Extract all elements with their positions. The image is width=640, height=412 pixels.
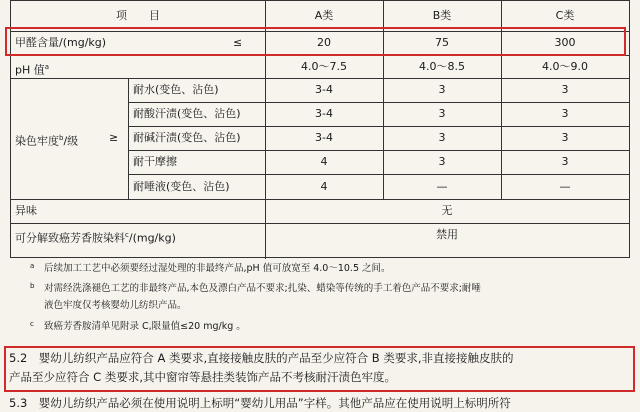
section-5-2-text2: 产品至少应符合 C 类要求,其中窗帘等悬挂类装饰产品不考核耐汗渍色牢度。 [9, 370, 396, 384]
fastness-alkali-sweat-a: 3-4 [315, 131, 333, 144]
ph-label-text: pH 值 [15, 63, 45, 77]
colorfastness-label [15, 131, 78, 149]
footnote-b-mark: b [30, 282, 35, 290]
footnote-a-mark: a [30, 262, 35, 270]
colorfastness-note-mark: b [59, 134, 64, 142]
fastness-saliva-c: — [559, 180, 571, 193]
footnote-b-cont [44, 299, 187, 312]
fastness-alkali-sweat-c: 3 [561, 131, 569, 144]
fastness-dry-rub-a: 4 [320, 155, 328, 168]
footnote-b [30, 282, 481, 295]
row-line [11, 223, 629, 224]
ph-label [15, 60, 49, 78]
azo-note-mark: c [125, 231, 129, 239]
odor-label: 异味 [15, 204, 37, 217]
formaldehyde-b: 75 [435, 36, 449, 49]
section-5-2-number: 5.2 [9, 351, 28, 365]
fastness-acid-sweat-c: 3 [561, 107, 569, 120]
fastness-water-label: 耐水(变色、沾色) [133, 83, 219, 96]
row-line [128, 126, 629, 127]
row-line [11, 199, 629, 200]
row-line [128, 102, 629, 103]
ph-c: 4.0～9.0 [542, 60, 588, 73]
section-5-3-number: 5.3 [9, 396, 28, 410]
footnote-c-mark: c [30, 320, 34, 328]
formaldehyde-c: 300 [554, 36, 576, 49]
formaldehyde-a: 20 [317, 36, 331, 49]
fastness-acid-sweat-b: 3 [438, 107, 446, 120]
azo-unit: /(mg/kg) [128, 231, 176, 245]
footnote-c [30, 320, 246, 333]
header-item: 项 目 [116, 9, 160, 22]
azo-value: 禁用 [436, 228, 458, 241]
section-5-2-line2 [9, 369, 396, 386]
azo-label-text: 可分解致癌芳香胺染料 [15, 231, 125, 245]
azo-label [15, 228, 176, 246]
fastness-dry-rub-b: 3 [438, 155, 446, 168]
formaldehyde-operator: ≤ [233, 36, 243, 49]
ph-b: 4.0～8.5 [419, 60, 465, 73]
footnote-a [30, 262, 391, 275]
row-line [128, 150, 629, 151]
fastness-alkali-sweat-label: 耐碱汗渍(变色、沾色) [133, 131, 241, 144]
formaldehyde-label: 甲醛含量/(mg/kg) [15, 36, 107, 49]
fastness-saliva-a: 4 [320, 180, 328, 193]
fastness-saliva-b: — [436, 180, 448, 193]
footnote-b-line1: 对需经洗涤褪色工艺的非最终产品,本色及漂白产品不要求;扎染、蜡染等传统的手工着色产品不要求;耐唾 [44, 283, 481, 294]
col-line [128, 78, 129, 199]
colorfastness-label-text: 染色牢度 [15, 134, 59, 148]
header-class-a: A类 [314, 9, 334, 22]
footnote-a-text: 后续加工工艺中必须要经过湿处理的非最终产品,pH 值可放宽至 4.0～10.5 之间。 [44, 263, 391, 274]
formaldehyde-highlight [5, 27, 626, 56]
footnote-c-text: 致癌芳香胺清单见附录 C,限量值≤20 mg/kg 。 [44, 321, 246, 332]
header-class-c: C类 [555, 9, 575, 22]
section-5-3-text: 婴幼儿纺织产品必须在使用说明上标明“婴幼儿用品”字样。其他产品应在使用说明上标明所符 [38, 396, 511, 410]
colorfastness-unit: /级 [63, 134, 79, 148]
fastness-acid-sweat-a: 3-4 [315, 107, 333, 120]
fastness-water-c: 3 [561, 83, 569, 96]
odor-value: 无 [441, 204, 453, 217]
section-5-2-line1 [9, 350, 513, 367]
fastness-dry-rub-c: 3 [561, 155, 569, 168]
ph-a: 4.0～7.5 [301, 60, 347, 73]
fastness-water-b: 3 [438, 83, 446, 96]
section-5-2-text1: 婴幼儿纺织产品应符合 A 类要求,直接接触皮肤的产品至少应符合 B 类要求,非直接接触皮肤的 [38, 351, 514, 365]
fastness-alkali-sweat-b: 3 [438, 131, 446, 144]
fastness-dry-rub-label: 耐干摩擦 [133, 155, 177, 168]
ph-note-mark: a [44, 63, 50, 71]
fastness-saliva-label: 耐唾液(变色、沾色) [133, 180, 230, 193]
row-line [128, 174, 629, 175]
colorfastness-operator: ≥ [109, 131, 119, 144]
header-class-b: B类 [432, 9, 452, 22]
fastness-water-a: 3-4 [315, 83, 333, 96]
section-5-3 [9, 395, 511, 412]
fastness-acid-sweat-label: 耐酸汗渍(变色、沾色) [133, 107, 241, 120]
footnote-b-line2: 液色牢度仅考核婴幼儿纺织产品。 [44, 300, 187, 311]
row-line [11, 78, 629, 79]
